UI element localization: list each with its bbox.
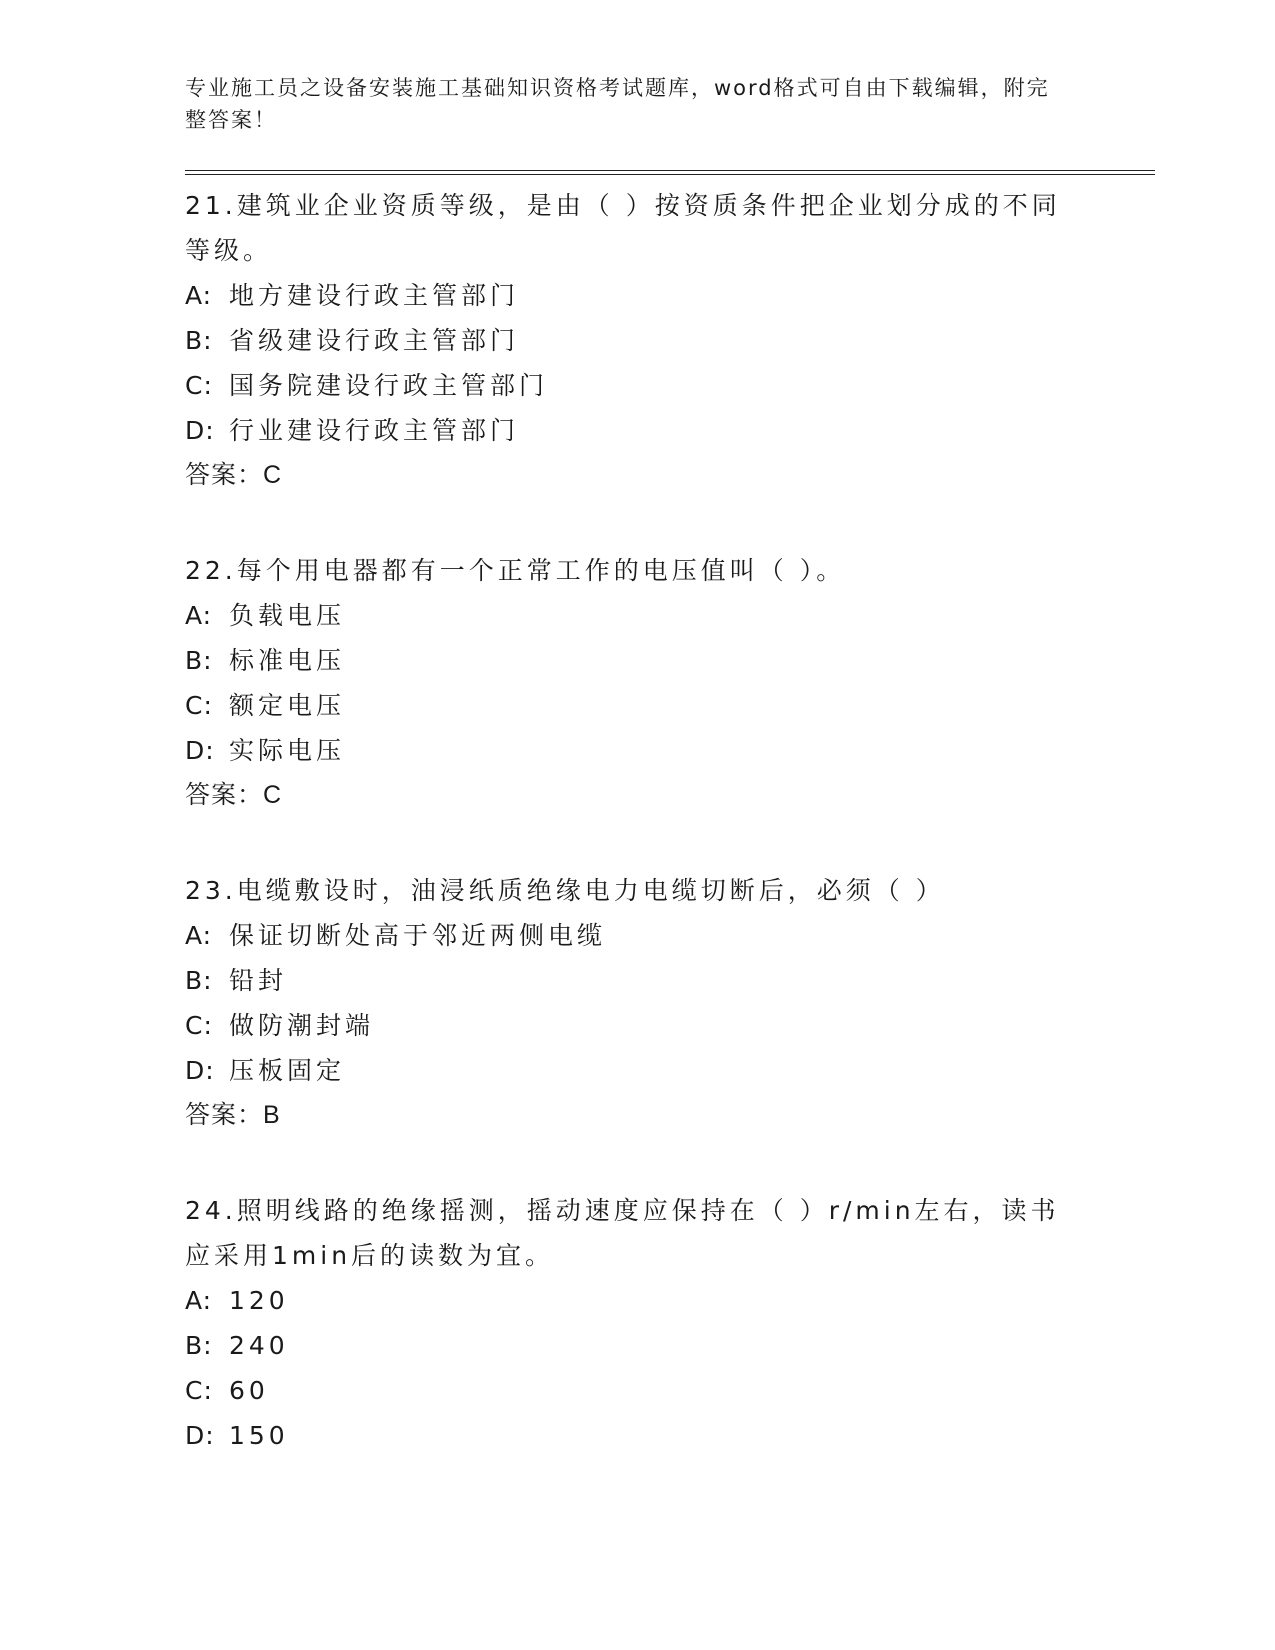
answer-key: 答案：B bbox=[185, 1101, 281, 1129]
question-stem: 23.电缆敷设时，油浸纸质绝缘电力电缆切断后，必须（ ） bbox=[185, 876, 945, 905]
answer-option bbox=[185, 408, 1155, 453]
answer-option bbox=[185, 913, 1155, 958]
answer-option bbox=[185, 1278, 1155, 1323]
question-block bbox=[185, 183, 1155, 498]
question-block bbox=[185, 868, 1155, 1138]
option-text: 额定电压 bbox=[229, 691, 346, 720]
option-letter: A: bbox=[185, 601, 213, 630]
question-stem: 24.照明线路的绝缘摇测，摇动速度应保持在（ ）r/min左右，读书应采用1min后的读数为宜。 bbox=[185, 1196, 1060, 1270]
option-text: 行业建设行政主管部门 bbox=[229, 416, 520, 445]
answer-option bbox=[185, 273, 1155, 318]
answer-option bbox=[185, 958, 1155, 1003]
document-header: 专业施工员之设备安装施工基础知识资格考试题库，word格式可自由下载编辑，附完整答案！ bbox=[185, 76, 1050, 132]
header-divider bbox=[185, 170, 1155, 175]
answer-option bbox=[185, 638, 1155, 683]
question-block bbox=[185, 1188, 1155, 1458]
option-letter: C: bbox=[185, 1011, 213, 1040]
option-text: 地方建设行政主管部门 bbox=[229, 281, 520, 310]
option-letter: A: bbox=[185, 281, 213, 310]
option-letter: C: bbox=[185, 691, 213, 720]
document-page bbox=[185, 72, 1155, 1508]
option-text: 国务院建设行政主管部门 bbox=[229, 371, 549, 400]
option-text: 负载电压 bbox=[229, 601, 346, 630]
option-text: 120 bbox=[229, 1286, 289, 1315]
option-text: 150 bbox=[229, 1421, 289, 1450]
option-text: 省级建设行政主管部门 bbox=[229, 326, 520, 355]
option-letter: A: bbox=[185, 921, 213, 950]
option-letter: D: bbox=[185, 736, 215, 765]
option-text: 做防潮封端 bbox=[229, 1011, 375, 1040]
answer-key: 答案：C bbox=[185, 461, 283, 489]
option-letter: B: bbox=[185, 326, 213, 355]
answer-option bbox=[185, 728, 1155, 773]
answer-option bbox=[185, 1003, 1155, 1048]
option-letter: C: bbox=[185, 371, 213, 400]
question-block bbox=[185, 548, 1155, 818]
answer-option bbox=[185, 1413, 1155, 1458]
question-list bbox=[185, 183, 1155, 1458]
option-text: 60 bbox=[229, 1376, 269, 1405]
answer-option bbox=[185, 318, 1155, 363]
question-stem: 22.每个用电器都有一个正常工作的电压值叫（ ）。 bbox=[185, 556, 846, 585]
answer-option bbox=[185, 363, 1155, 408]
option-text: 压板固定 bbox=[229, 1056, 346, 1085]
option-letter: D: bbox=[185, 416, 215, 445]
question-stem: 21.建筑业企业资质等级，是由（ ）按资质条件把企业划分成的不同等级。 bbox=[185, 191, 1061, 265]
option-text: 保证切断处高于邻近两侧电缆 bbox=[229, 921, 607, 950]
answer-key: 答案：C bbox=[185, 781, 283, 809]
option-letter: B: bbox=[185, 966, 213, 995]
option-text: 铅封 bbox=[229, 966, 288, 995]
option-letter: D: bbox=[185, 1056, 215, 1085]
answer-option bbox=[185, 593, 1155, 638]
option-letter: D: bbox=[185, 1421, 215, 1450]
option-letter: B: bbox=[185, 1331, 213, 1360]
option-letter: B: bbox=[185, 646, 213, 675]
answer-option bbox=[185, 1048, 1155, 1093]
option-text: 240 bbox=[229, 1331, 289, 1360]
answer-option bbox=[185, 683, 1155, 728]
option-letter: C: bbox=[185, 1376, 213, 1405]
option-text: 实际电压 bbox=[229, 736, 346, 765]
option-letter: A: bbox=[185, 1286, 213, 1315]
option-text: 标准电压 bbox=[229, 646, 346, 675]
answer-option bbox=[185, 1323, 1155, 1368]
answer-option bbox=[185, 1368, 1155, 1413]
